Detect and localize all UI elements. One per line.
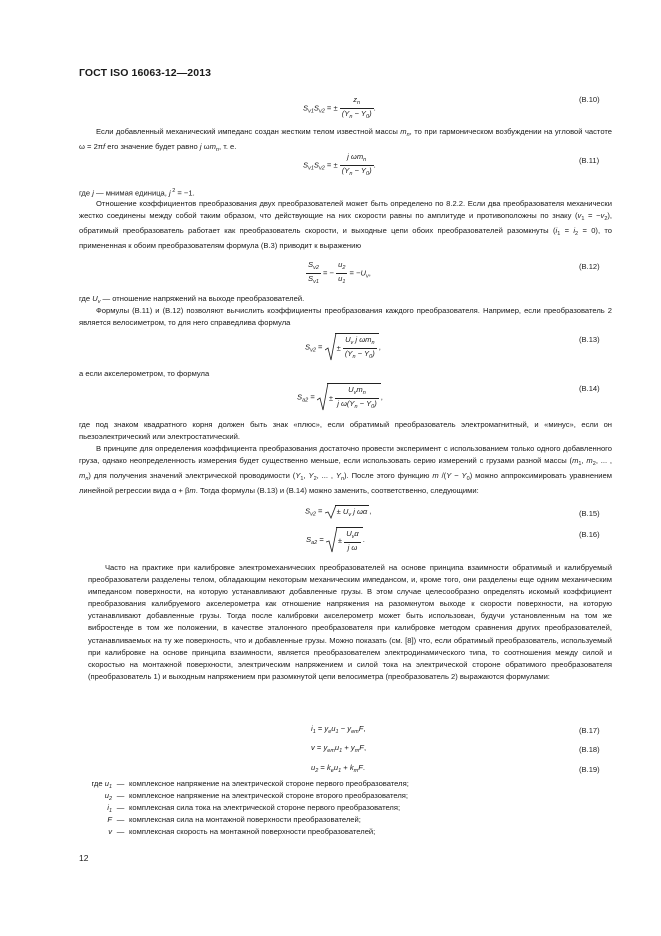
paragraph-accelerometer: а если акселерометром, то формула (79, 369, 210, 378)
definition-text: комплексное напряжение на электрической стороне первого преобразователя; (129, 779, 409, 788)
equation-number: (B.12) (579, 262, 600, 271)
formula-b18: $v = y_{em}u_1 + y_mF$, (311, 743, 367, 754)
paragraph-regression: В принципе для определения коэффициента преобразования достаточно провести эксперимент с использованием только одного добавленного груза, однако неопределенность измерения будет существенно меньше, если использовать серию измерений с грузами разной массы ($m_1$, $m_2$, ... , $m_n$) для получения значений электрической проводимости ($Y_1$, $Y_2$, ... , $Y_n$). После этого функцию m $/(Y - Y_0)$ можно аппроксимировать уравнением линейной регрессии вида α + βm. Тогда формулы (B.13) и (B.14) можно заменить, соответственно, следующими: (79, 444, 612, 496)
definition-text: комплексная сила тока на электрической стороне первого преобразователя; (129, 803, 401, 812)
equation-number: (B.16) (579, 530, 600, 539)
formula-b10: $S_{v1}S_{v2}$ = ± $\frac{z_n}{(Y_n - Y_0)}$ . (303, 95, 376, 120)
paragraph-practice: Часто на практике при калибровке электромеханических преобразователей на основе принципа взаимности обратимый и калибруемый преобразователи разделены телом, обладающим некоторым механическим импедансом, и, кроме того, они разделены еще одним механическим импедансом поверхности, на которую устанавливают добавленные грузы. В этом случае целесообразно определять искомый коэффициент преобразования калибруемого акселерометра как отношение напряжения на разомкнутом выходе к скорости поверхности, на которую устанавливают добавленные грузы. Тогда после калибровки акселерометр может быть использован, будучи установленным на том же вибростенде в том же положении, в качестве эталонного преобразователя при калибровке методом сравнения других преобразователей, устанавливаемых на ту же поверхность, что и добавленные грузы. Можно показать (см. [8]) что, если обратимый преобразователь, используемый при калибровке на основе принципа взаимности, является преобразователем электродинамического типа, то соотношения между силой и скоростью на монтажной поверхности, электрическим напряжением и силой тока на электрической стороне обратимого преобразователя (преобразователь 1) и выходным напряжением при разомкнутой цепи велосиметра (преобразователь 2) выражаются формулами: (88, 563, 612, 681)
equation-number: (B.18) (579, 745, 600, 754)
definition-text: комплексное напряжение на электрической стороне второго преобразователя; (129, 791, 409, 800)
document-header: ГОСТ ISO 16063-12—2013 (79, 67, 212, 79)
formula-b12: $\frac{S_{v2}}{S_{v1}}$ = − $\frac{u_2}{u_1}$ = $-U_v$, (308, 260, 371, 285)
definition-item: $u_2$ — комплексное напряжение на электрической стороне второго преобразователя; (104, 791, 409, 802)
equation-number: (B.14) (579, 384, 600, 393)
definition-item: F — комплексная сила на монтажной поверхности преобразователей; (107, 815, 361, 824)
equation-number: (B.13) (579, 335, 600, 344)
definition-text: комплексная скорость на монтажной поверхности преобразователей; (129, 827, 376, 836)
definition-item: $i_1$ — комплексная сила тока на электрической стороне первого преобразователя; (107, 803, 401, 814)
paragraph-mass: Если добавленный механический импеданс создан жестким телом известной массы $m_n$, то при гармоническом возбуждении на угловой частоте ω = 2πf его значение будет равно j $\omega m_n$, т. е. (79, 127, 612, 154)
paragraph-uv: где $U_v$ — отношение напряжений на выходе преобразователей. (79, 294, 305, 305)
definition-item: где $u_1$ — комплексное напряжение на электрической стороне первого преобразователя; (91, 779, 409, 790)
formula-b14: $S_{a2}$ = ± $\frac{U_vm_n}{j \omega(Y_n - Y_0)}$ , (297, 385, 383, 410)
formula-b19: $u_2 = k_eu_1 + k_mF$. (311, 763, 365, 774)
definition-text: комплексная сила на монтажной поверхности преобразователей; (129, 815, 361, 824)
equation-number: (B.11) (579, 156, 600, 165)
formula-b11: $S_{v1}S_{v2}$ = ± $\frac{j \omega m_n}{(Y_n - Y_0)}$ . (303, 152, 376, 177)
paragraph-imaginary-unit: где j — мнимая единица, j $^2$ = −1. (79, 188, 195, 198)
formula-b15: $S_{v2}$ = ± $U_v$ j ωα , (305, 506, 372, 518)
equation-number: (B.17) (579, 726, 600, 735)
formula-b17: $i_1 = y_eu_1 - y_{em}F$, (311, 724, 366, 735)
paragraph-ratio: Отношение коэффициентов преобразования двух преобразователей может быть определено по 8.2.2. Если два преобразователя механически жестко соединены между собой таким образом, что действующие на них скорости равны по амплитуде и противоположны по знаку $(v_1 = -v_2)$, обратимый преобразователь работает как преобразователь скорости, и выходные цепи обоих преобразователей разомкнуты $(i_1 = i_2 = 0)$, то примененная к обоим преобразователям формула (B.3) приводит к выражению (79, 199, 613, 251)
formula-b13: $S_{v2}$ = ± $\frac{U_v j \omega m_n}{(Y_n - Y_0)}$ , (305, 335, 381, 360)
page-number: 12 (79, 853, 89, 863)
formula-b16: $S_{a2}$ = ± $\frac{U_v\alpha}{\text{j ω}}$ . (306, 529, 365, 552)
paragraph-sign: где под знаком квадратного корня должен быть знак «плюс», если обратимый преобразователь электромагнитный, и «минус», если он пьезоэлектрический или электростатический. (79, 420, 612, 442)
equation-number: (B.10) (579, 95, 600, 104)
equation-number: (B.15) (579, 509, 600, 518)
equation-number: (B.19) (579, 765, 600, 774)
paragraph-formulas: Формулы (B.11) и (B.12) позволяют вычислить коэффициенты преобразования каждого преобразователя. Например, если преобразователь 2 является велосиметром, то для него справедлива формула (79, 306, 612, 328)
definition-item: v — комплексная скорость на монтажной поверхности преобразователей; (108, 827, 376, 836)
